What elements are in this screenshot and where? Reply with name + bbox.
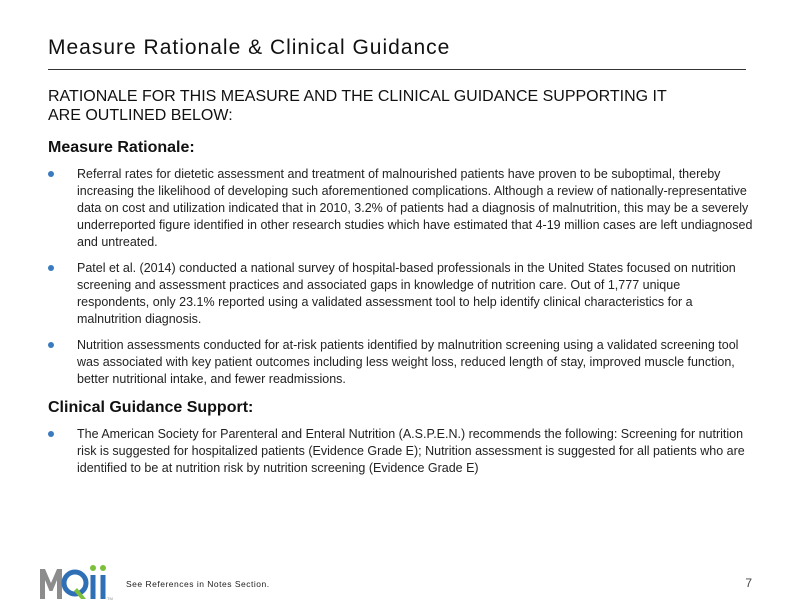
bullet-icon [48, 171, 54, 177]
bullet-text: The American Society for Parenteral and Enteral Nutrition (A.S.P.E.N.) recommends the following: Screening for nutrition risk is suggested for hospitalized patients (Evidence Grade E); Nutrition assessment is suggested for all patients who are identified to be at nutrition risk by nutrition screening (Evidence Grade E) [77, 427, 745, 475]
bullet-text: Patel et al. (2014) conducted a national survey of hospital-based professionals in the United States focused on nutrition screening and assessment practices and associated gaps in knowledge of nutrition care. Out of 1,777 unique respondents, only 23.1% reported using a validated assessment tool to help identify clinical characteristics for a malnutrition diagnosis. [77, 261, 736, 326]
references-footnote: See References in Notes Section. [126, 579, 270, 589]
bullet-icon [48, 265, 54, 271]
bullet-icon [48, 431, 54, 437]
mqii-logo [40, 563, 114, 601]
slide-title: Measure Rationale & Clinical Guidance [48, 36, 451, 59]
measure-rationale-heading: Measure Rationale: [48, 139, 195, 156]
bullet-text: Referral rates for dietetic assessment and treatment of malnourished patients have proven to be suboptimal, thereby increasing the likelihood of developing such aforementioned complications. Although a review of nationally-representative data on cost and utilization indicated that in 2010, 3.2% of patients had a diagnosis of malnutrition, this may be a severely underreported figure identified in other research studies which have estimated that 4-19 million cases are left undiagnosed and untreated. [77, 167, 753, 249]
intro-text: RATIONALE FOR THIS MEASURE AND THE CLINICAL GUIDANCE SUPPORTING IT ARE OUTLINED BELOW: [48, 88, 667, 124]
clinical-guidance-heading: Clinical Guidance Support: [48, 399, 254, 416]
logo-trademark: TM [107, 596, 113, 601]
bullet-text: Nutrition assessments conducted for at-risk patients identified by malnutrition screening using a validated screening tool was associated with key patient outcomes including less weight loss, reduced length of stay, improved muscle function, better nutritional intake, and fewer readmissions. [77, 338, 739, 386]
title-divider [48, 69, 746, 70]
bullet-icon [48, 342, 54, 348]
page-number: 7 [745, 576, 752, 590]
logo-letter-m [40, 569, 62, 599]
